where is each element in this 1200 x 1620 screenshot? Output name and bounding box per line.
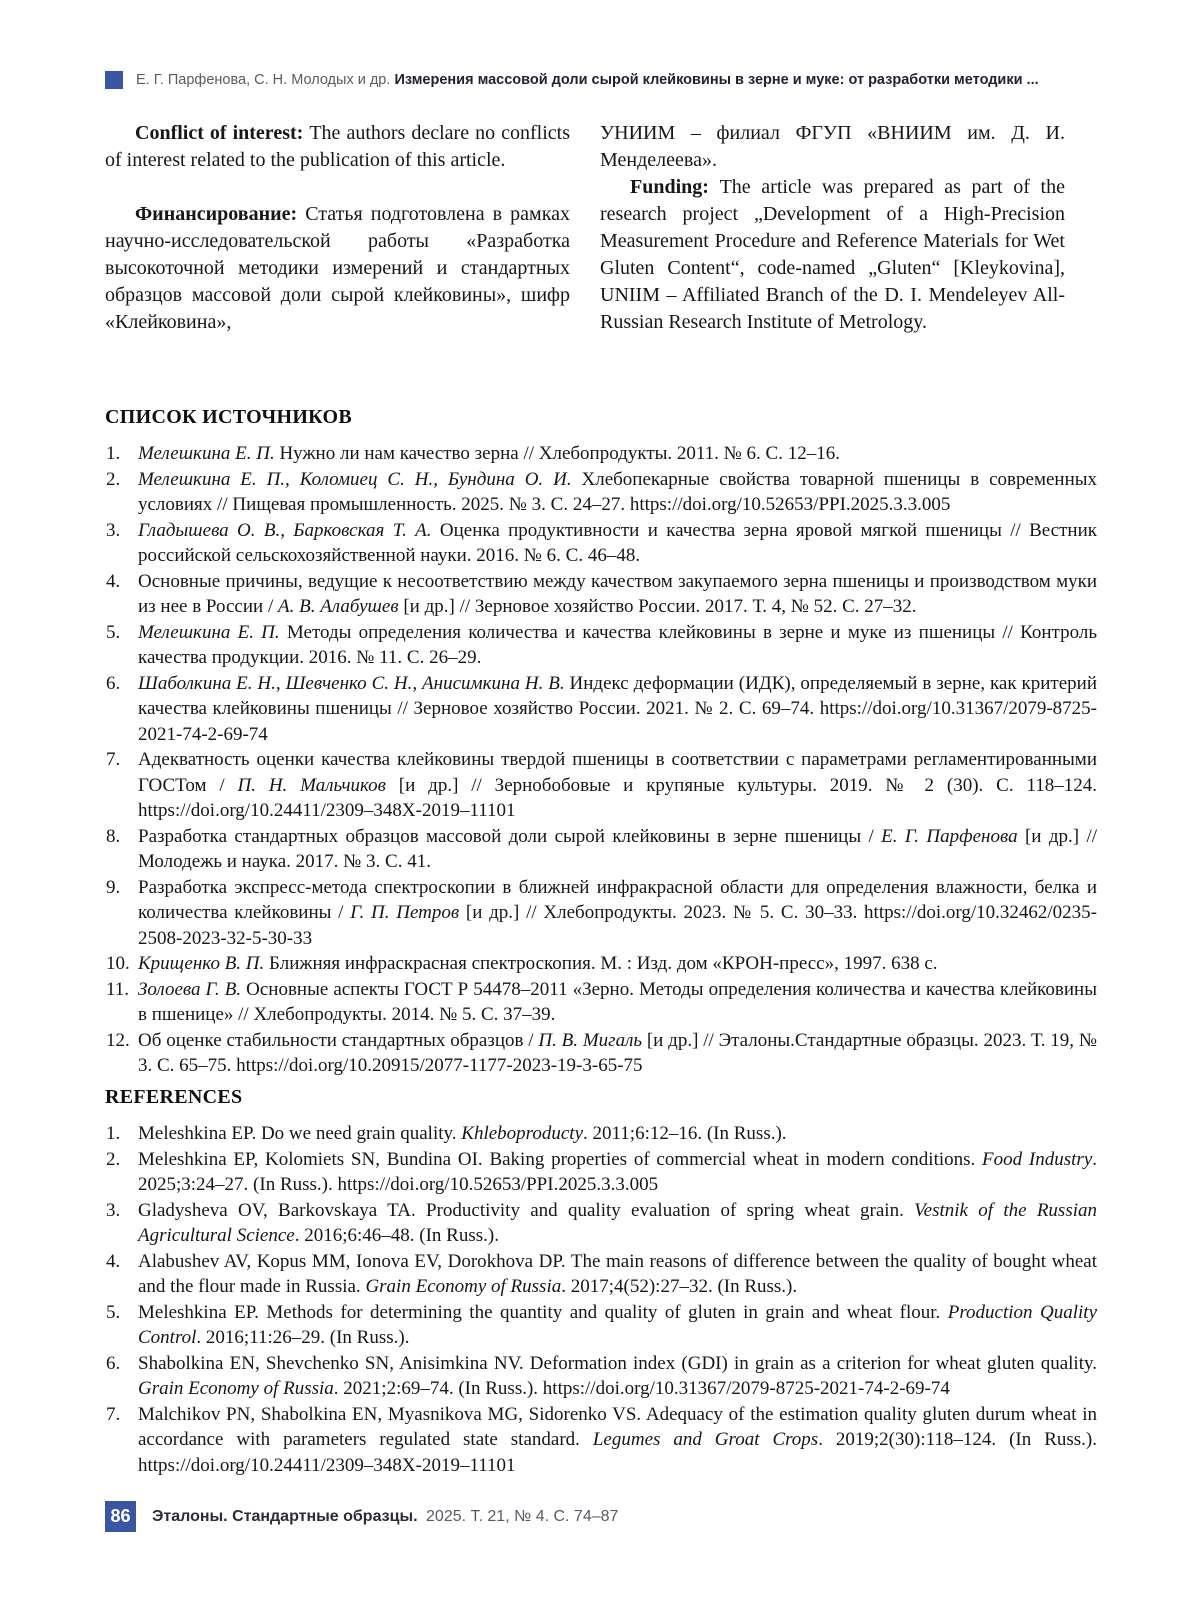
text-run: . 2025;3:24–27. (In Russ.). https://doi.org/10.52653/PPI.2025.3.3.005	[138, 1148, 1097, 1195]
russian-references-list	[105, 441, 1097, 1079]
reference-text	[138, 1149, 1097, 1196]
reference-text	[138, 1302, 1097, 1349]
text-run: [и др.] // Эталоны.Стандартные образцы. 2023. Т. 19, № 3. С. 65–75. https://doi.org/10.20915/2077-1177-2023-19-3-65-75	[138, 1029, 1097, 1076]
reference-text	[138, 1251, 1097, 1298]
italic-run: Khleboproducty	[461, 1123, 583, 1144]
reference-text	[138, 877, 1097, 949]
italic-run: Grain Economy of Russia	[365, 1276, 562, 1297]
text-run: Gladysheva OV, Barkovskaya TA. Productivity and quality evaluation of spring wheat grain.	[138, 1199, 915, 1221]
right-column	[600, 120, 1065, 336]
russian-references-section	[105, 406, 1097, 1079]
reference-number: 6.	[106, 672, 121, 694]
reference-text	[138, 1123, 787, 1144]
header-article-title: Измерения массовой доли сырой клейковины в зерне и муке: от разработки методики ...	[394, 72, 1039, 88]
text-run: . 2016;6:46–48. (In Russ.).	[294, 1225, 499, 1246]
reference-text	[138, 622, 1097, 669]
bold-run: Финансирование:	[135, 203, 306, 225]
reference-number: 4.	[106, 570, 121, 592]
text-run: [и др.] // Зернобобовые и крупяные культуры. 2019. № 2 (30). С. 118–124. https://doi.org/10.24411/2309–348X-2019–11101	[138, 774, 1097, 821]
reference-item	[105, 1351, 1097, 1402]
reference-text	[138, 1353, 1097, 1400]
bold-run: Conflict of interest:	[135, 122, 310, 144]
text-run: Meleshkina EP, Kolomiets SN, Bundina OI. Baking properties of commercial wheat in modern conditions.	[138, 1148, 983, 1170]
reference-number: 7.	[106, 749, 121, 770]
reference-text	[138, 673, 1097, 745]
reference-number: 8.	[106, 825, 121, 847]
reference-text	[138, 1404, 1097, 1476]
reference-number: 5.	[106, 621, 121, 643]
russian-references-heading: СПИСОК ИСТОЧНИКОВ	[105, 406, 352, 428]
footer-journal-line	[152, 1508, 618, 1526]
text-run: . 2019;2(30):118–124. (In Russ.). https://doi.org/10.24411/2309–348X-2019–11101	[138, 1429, 1097, 1476]
text-run: . 2016;11:26–29. (In Russ.).	[196, 1327, 410, 1348]
text-run: Хлебопекарные свойства товарной пшеницы в современных условиях // Пищевая промышленность. 2025. № 3. С. 24–27. https://doi.org/10.52653/PPI.2025.3.3.005	[138, 468, 1098, 515]
left-column	[105, 120, 570, 336]
reference-text	[138, 979, 1097, 1026]
italic-run: Мелешкина Е. П.	[138, 621, 280, 643]
page-number-badge	[105, 1501, 136, 1532]
reference-number: 4.	[106, 1250, 121, 1272]
header-marker-square	[105, 71, 123, 89]
reference-number: 7.	[106, 1403, 121, 1425]
english-references-section	[105, 1086, 1097, 1478]
italic-run: Шаболкина Е. Н., Шевченко С. Н., Анисимкина Н. В.	[138, 672, 565, 694]
reference-item	[105, 824, 1097, 875]
text-run: Основные причины, ведущие к несоответствию между качеством закупаемого зерна пшеницы и производством муки из нее в России /	[138, 570, 1097, 617]
reference-number: 5.	[106, 1301, 121, 1323]
text-run: . 2011;6:12–16. (In Russ.).	[583, 1123, 787, 1144]
reference-text	[138, 749, 1097, 821]
reference-item	[105, 1121, 1097, 1147]
reference-item	[105, 569, 1097, 620]
text-run: Основные аспекты ГОСТ Р 54478–2011 «Зерно. Методы определения количества и качества клейковины в пшенице» // Хлебопродукты. 2014. № 5. С. 37–39.	[138, 978, 1097, 1025]
reference-item	[105, 467, 1097, 518]
text-run: Shabolkina EN, Shevchenko SN, Anisimkina NV. Deformation index (GDI) in grain as a criterion for wheat gluten quality.	[138, 1352, 1097, 1374]
reference-item	[105, 518, 1097, 569]
text-run: УНИИМ – филиал ФГУП «ВНИИМ им. Д. И. Менделеева».	[600, 122, 1065, 171]
reference-number: 3.	[106, 1199, 121, 1221]
italic-run: Гладышева О. В., Барковская Т. А.	[138, 519, 432, 541]
reference-item	[105, 747, 1097, 824]
reference-item	[105, 1198, 1097, 1249]
text-run: Индекс деформации (ИДК), определяемый в зерне, как критерий качества клейковины пшеницы // Зерновое хозяйство России. 2021. № 2. С. 69–74. https://doi.org/10.31367/2079-8725-2021-74-2-69-74	[138, 672, 1097, 745]
italic-run: П. В. Мигаль	[538, 1029, 643, 1051]
reference-item	[105, 620, 1097, 671]
reference-number: 12.	[106, 1029, 130, 1051]
text-run: Разработка стандартных образцов массовой доли сырой клейковины в зерне пшеницы /	[138, 825, 882, 847]
reference-number: 9.	[106, 876, 121, 898]
two-column-text-block	[105, 120, 1065, 336]
italic-run: Vestnik of the Russian Agricultural Science	[138, 1199, 1098, 1246]
italic-run: Крищенко В. П.	[138, 953, 265, 974]
italic-run: Grain Economy of Russia	[138, 1378, 334, 1399]
reference-item	[105, 671, 1097, 748]
reference-number: 1.	[106, 443, 121, 464]
uniim-continuation-paragraph	[600, 120, 1065, 174]
text-run: [и др.] // Зерновое хозяйство России. 2017. Т. 4, № 52. С. 27–32.	[398, 596, 917, 617]
reference-number: 2.	[106, 1148, 121, 1170]
reference-text	[138, 826, 1097, 873]
italic-run: Г. П. Петров	[350, 902, 460, 923]
text-run: Alabushev AV, Kopus MM, Ionova EV, Dorokhova DP. The main reasons of difference between the quality of bought wheat and the flour made in Russia.	[138, 1250, 1097, 1297]
text-run: Meleshkina EP. Methods for determining the quantity and quality of gluten in grain and wheat flour.	[138, 1301, 948, 1323]
text-run: Об оценке стабильности стандартных образцов /	[138, 1029, 539, 1051]
reference-number: 2.	[106, 468, 121, 490]
page-number: 86	[110, 1506, 131, 1526]
reference-item	[105, 951, 1097, 977]
text-run: Malchikov PN, Shabolkina EN, Myasnikova MG, Sidorenko VS. Adequacy of the estimation quality gluten durum wheat in accordance with parameters regulated state standard.	[138, 1403, 1097, 1450]
text-run: . 2017;4(52):27–32. (In Russ.).	[561, 1276, 798, 1297]
funding-ru-paragraph	[105, 201, 570, 336]
text-run: Нужно ли нам качество зерна // Хлебопродукты. 2011. № 6. С. 12–16.	[274, 443, 840, 464]
text-run: [и др.] // Хлебопродукты. 2023. № 5. С. 30–33. https://doi.org/10.32462/0235-2508-2023-32-5-30-33	[138, 902, 1097, 949]
italic-run: Legumes and Groat Crops	[592, 1429, 819, 1450]
text-run: The authors declare no conflicts of interest related to the publication of this article.	[105, 122, 571, 171]
reference-item	[105, 875, 1097, 952]
header-authors: Е. Г. Парфенова, С. Н. Молодых и др.	[136, 72, 395, 88]
italic-run: А. В. Алабушев	[277, 596, 399, 617]
reference-number: 3.	[106, 519, 121, 541]
reference-text	[138, 1030, 1097, 1077]
conflict-of-interest-paragraph	[105, 120, 570, 174]
reference-number: 6.	[106, 1352, 121, 1374]
italic-run: Food Industry	[982, 1148, 1093, 1170]
reference-number: 11.	[106, 978, 130, 1000]
italic-run: Мелешкина Е. П., Коломиец С. Н., Бундина О. И.	[138, 468, 572, 490]
text-run: [и др.] // Молодежь и наука. 2017. № 3. С. 41.	[138, 825, 1097, 872]
reference-item	[105, 441, 1097, 467]
italic-run: Золоева Г. В.	[138, 978, 242, 1000]
reference-text	[138, 520, 1097, 567]
english-references-list	[105, 1121, 1097, 1478]
reference-item	[105, 1402, 1097, 1479]
reference-text	[138, 953, 938, 974]
running-header-text	[136, 71, 1039, 90]
italic-run: Е. Г. Парфенова	[881, 825, 1018, 847]
italic-run: П. Н. Мальчиков	[237, 774, 386, 796]
text-run: Ближняя инфраскрасная спектроскопия. М. : Изд. дом «КРОН-пресс», 1997. 638 с.	[264, 953, 938, 974]
reference-item	[105, 1249, 1097, 1300]
footer-journal-title: Эталоны. Стандартные образцы.	[152, 1507, 418, 1525]
reference-item	[105, 1300, 1097, 1351]
footer-issue-info: 2025. Т. 21, № 4. С. 74–87	[426, 1507, 619, 1525]
running-header	[105, 71, 1100, 90]
text-run: . 2021;2:69–74. (In Russ.). https://doi.org/10.31367/2079-8725-2021-74-2-69-74	[333, 1378, 950, 1399]
text-run: The article was prepared as part of the research project „Development of a High-Precision Measurement Procedure and Reference Materials for Wet Gluten Content“, code-named „Gluten“ [Kleykovina], UNIIM – Affiliated Branch of the D. I. Mendeleyev All-Russian Research Institute of Metrology.	[600, 176, 1065, 333]
text-run: Meleshkina EP. Do we need grain quality.	[138, 1123, 462, 1144]
text-run: Статья подготовлена в рамках научно-исследовательской работы «Разработка высокоточной методики измерений и стандартных образцов массовой доли сырой клейковины», шифр «Клейковина»,	[105, 203, 570, 333]
italic-run: Production Quality Control	[138, 1301, 1097, 1348]
reference-text	[138, 469, 1097, 516]
italic-run: Мелешкина Е. П.	[138, 443, 275, 464]
page-footer	[105, 1501, 618, 1532]
reference-item	[105, 1028, 1097, 1079]
english-references-heading: REFERENCES	[105, 1086, 243, 1108]
reference-text	[138, 443, 840, 464]
text-run: Разработка экспресс-метода спектроскопии в ближней инфракрасной области для определения влажности, белка и количества клейковины /	[138, 876, 1097, 923]
reference-number: 1.	[106, 1123, 121, 1144]
text-run: Адекватность оценки качества клейковины твердой пшеницы в соответствии с параметрами регламентированными ГОСТом /	[138, 749, 1097, 796]
text-run: Оценка продуктивности и качества зерна яровой мягкой пшеницы // Вестник российской сельскохозяйственной науки. 2016. № 6. С. 46–48.	[138, 519, 1097, 566]
reference-text	[138, 571, 1097, 618]
reference-text	[138, 1200, 1097, 1247]
reference-item	[105, 1147, 1097, 1198]
reference-item	[105, 977, 1097, 1028]
text-run: Методы определения количества и качества клейковины в зерне и муке из пшеницы // Контроль качества продукции. 2016. № 11. С. 26–29.	[138, 621, 1097, 668]
reference-number: 10.	[106, 953, 130, 974]
funding-en-paragraph	[600, 174, 1065, 336]
bold-run: Funding:	[630, 176, 720, 198]
